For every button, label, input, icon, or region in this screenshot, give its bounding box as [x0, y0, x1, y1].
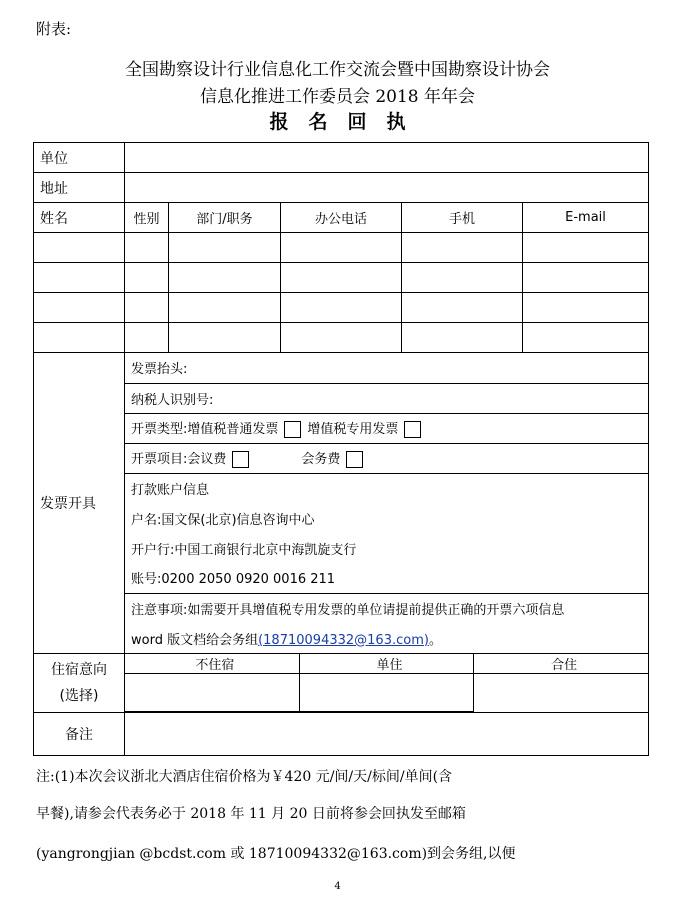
invoice-type-label: 开票类型: — [131, 422, 188, 437]
attendee-row — [34, 293, 649, 323]
stay-label-line-2: (选择) — [59, 688, 99, 704]
checkbox-normal-invoice[interactable] — [284, 421, 301, 438]
registration-form — [33, 142, 649, 756]
invoice-label: 发票开具 — [34, 353, 125, 654]
attendee-cell[interactable] — [402, 293, 523, 323]
attendee-row — [34, 263, 649, 293]
attendee-cell[interactable] — [523, 263, 649, 293]
attendee-cell[interactable] — [125, 233, 169, 263]
invoice-item-label: 开票项目: — [131, 452, 188, 467]
attendee-cell[interactable] — [125, 323, 169, 353]
invoice-type-option-special: 增值税专用发票 — [307, 422, 399, 437]
appendix-label: 附表: — [36, 20, 72, 38]
attendee-row — [34, 233, 649, 263]
note-line-1: 注:(1)本次会议浙北大酒店住宿价格为￥420 元/间/天/标间/单间(含 — [36, 769, 453, 785]
header-office-phone: 办公电话 — [281, 203, 402, 233]
header-email: E-mail — [523, 203, 649, 233]
attendee-cell[interactable] — [281, 323, 402, 353]
attendee-cell[interactable] — [125, 263, 169, 293]
notice-line-1: 注意事项:如需要开具增值税专用发票的单位请提前提供正确的开票六项信息 — [131, 602, 565, 618]
remarks-field[interactable] — [125, 713, 649, 756]
account-number: 账号:0200 2050 0920 0016 211 — [125, 563, 648, 593]
attendee-cell[interactable] — [402, 323, 523, 353]
attendee-cell[interactable] — [169, 233, 281, 263]
attendee-cell[interactable] — [281, 263, 402, 293]
attendee-cell[interactable] — [281, 293, 402, 323]
stay-label — [34, 654, 125, 713]
attendee-cell[interactable] — [34, 263, 125, 293]
stay-label-line-1: 住宿意向 — [51, 662, 107, 678]
unit-label: 单位 — [34, 143, 125, 173]
invoice-title-line[interactable]: 发票抬头: — [125, 353, 648, 383]
attendee-cell[interactable] — [523, 293, 649, 323]
page-number: 4 — [334, 881, 341, 892]
stay-choice-single[interactable] — [299, 674, 473, 712]
unit-field[interactable] — [125, 143, 649, 173]
notice-line-2 — [125, 623, 648, 653]
attendee-cell[interactable] — [125, 293, 169, 323]
attendee-cell[interactable] — [402, 263, 523, 293]
attendee-row — [34, 323, 649, 353]
attendee-cell[interactable] — [281, 233, 402, 263]
attendee-cell[interactable] — [34, 323, 125, 353]
header-name: 姓名 — [34, 203, 125, 233]
remarks-label: 备注 — [34, 713, 125, 756]
form-title: 报名回执 — [269, 111, 426, 133]
header-department: 部门/职务 — [169, 203, 281, 233]
address-label: 地址 — [34, 173, 125, 203]
tax-id-line[interactable]: 纳税人识别号: — [125, 383, 648, 413]
checkbox-service-fee[interactable] — [346, 451, 363, 468]
attendee-cell[interactable] — [34, 233, 125, 263]
invoice-type-row — [125, 413, 648, 443]
checkbox-meeting-fee[interactable] — [232, 451, 249, 468]
bank-name: 开户行:中国工商银行北京中海凯旋支行 — [131, 542, 357, 558]
invoice-item-option-service: 会务费 — [301, 452, 341, 467]
attendee-cell[interactable] — [523, 233, 649, 263]
attendee-cell[interactable] — [169, 323, 281, 353]
stay-section — [125, 654, 649, 713]
notice-line-2-suffix: 。 — [428, 632, 442, 648]
header-gender: 性别 — [125, 203, 169, 233]
attendee-cell[interactable] — [402, 233, 523, 263]
attendee-cell[interactable] — [34, 293, 125, 323]
stay-choice-none[interactable] — [125, 674, 299, 712]
note-line-2: 早餐),请参会代表务必于 2018 年 11 月 20 日前将参会回执发至邮箱 — [36, 806, 466, 822]
header-mobile: 手机 — [402, 203, 523, 233]
invoice-item-option-meeting: 会议费 — [187, 452, 227, 467]
address-field[interactable] — [125, 173, 649, 203]
attendee-cell[interactable] — [169, 263, 281, 293]
invoice-type-option-normal: 增值税普通发票 — [187, 422, 279, 437]
title-line-1: 全国勘察设计行业信息化工作交流会暨中国勘察设计协会 — [125, 60, 550, 80]
invoice-section — [125, 353, 649, 654]
note-line-3: (yangrongjian @bcdst.com 或 18710094332@163.com)到会务组,以便 — [36, 846, 516, 862]
attendee-cell[interactable] — [523, 323, 649, 353]
checkbox-special-invoice[interactable] — [404, 421, 421, 438]
stay-option-single: 单住 — [299, 654, 473, 674]
stay-option-none: 不住宿 — [125, 654, 299, 674]
stay-option-shared: 合住 — [551, 658, 578, 673]
attendee-cell[interactable] — [169, 293, 281, 323]
stay-choice-shared[interactable] — [474, 674, 648, 712]
title-line-2: 信息化推进工作委员会 2018 年年会 — [199, 87, 476, 107]
account-info-heading: 打款账户信息 — [131, 482, 210, 498]
notice-email-link[interactable]: (18710094332@163.com) — [258, 632, 429, 648]
notice-line-2-prefix: word 版文档给会务组 — [131, 632, 259, 648]
account-name: 户名:国文保(北京)信息咨询中心 — [131, 512, 315, 528]
invoice-item-row — [125, 443, 648, 473]
